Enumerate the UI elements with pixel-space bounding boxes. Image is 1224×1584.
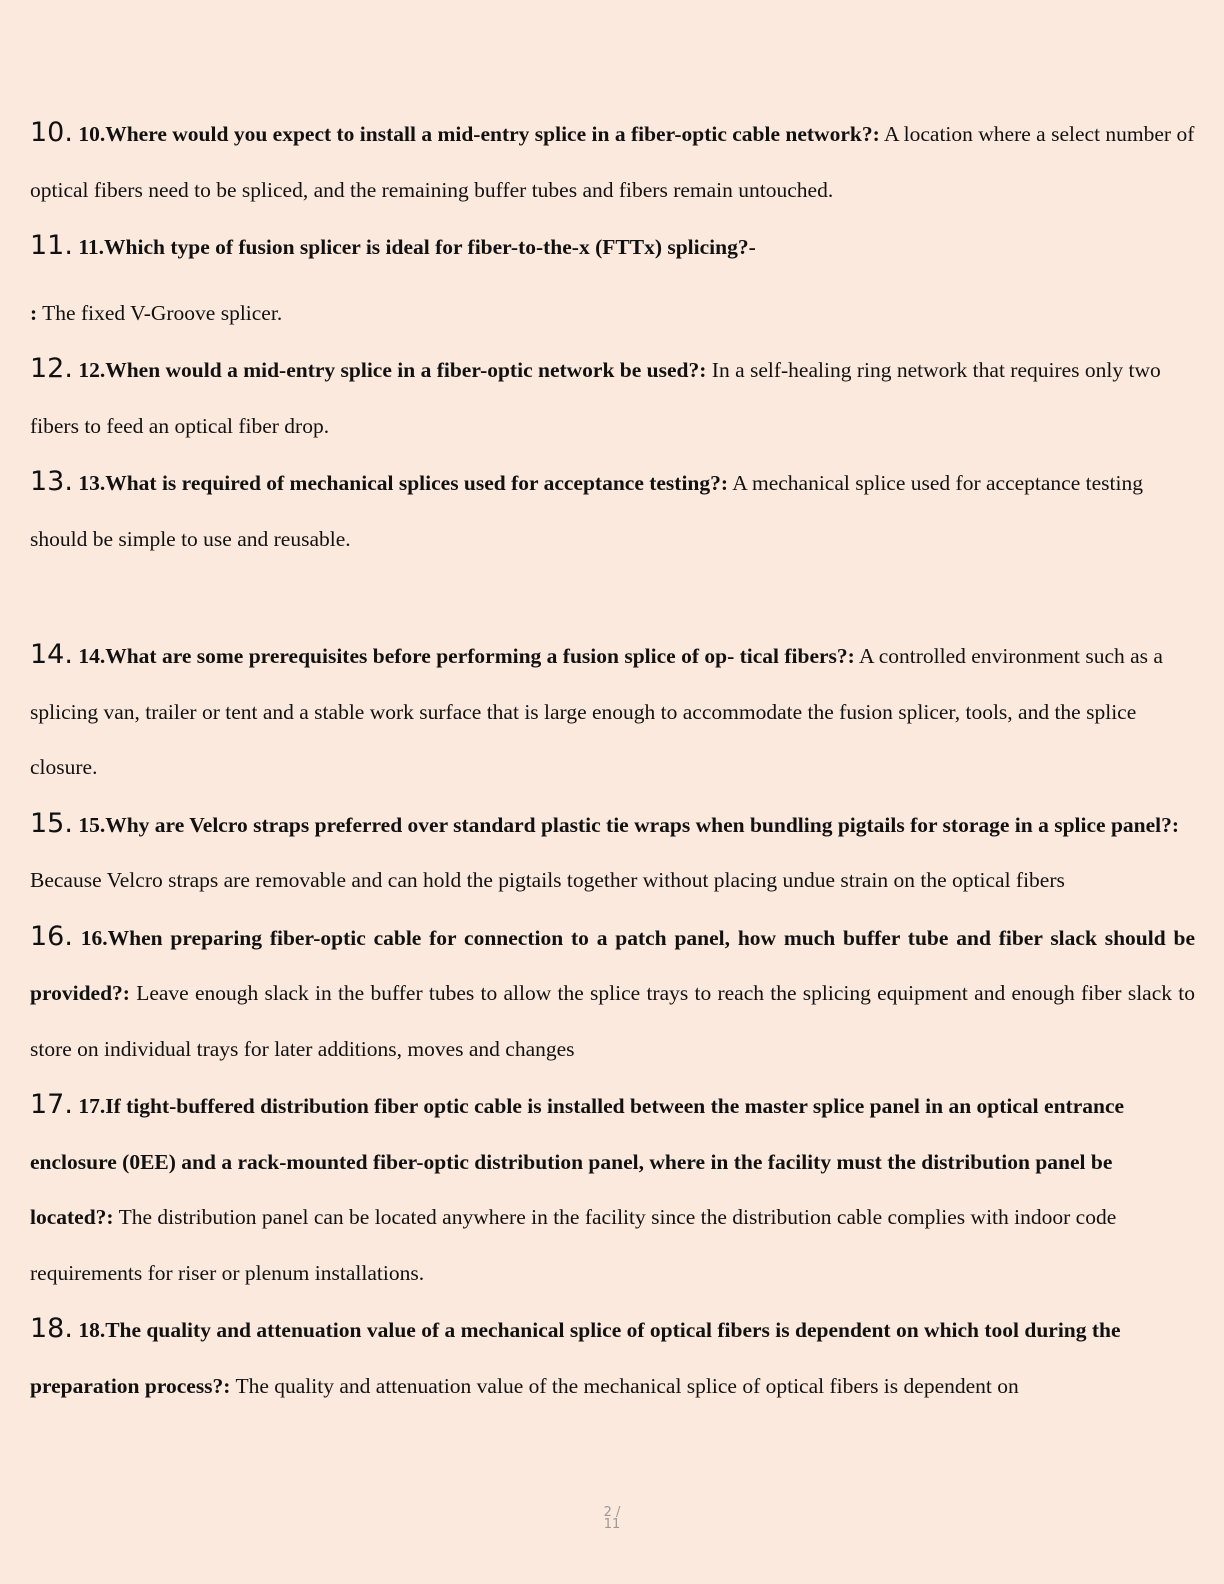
question-text: 10.Where would you expect to install a mid-entry splice in a fiber-optic cable network?: [78,122,880,146]
qa-item-15 [30,796,1195,909]
item-number: 16. [30,920,73,952]
item-number: 14. [30,639,73,670]
qa-item-10 [30,105,1195,218]
qa-item-12 [30,341,1195,454]
answer-text: The fixed V-Groove splicer. [42,300,283,325]
page-number [0,1505,1224,1532]
question-text: 12.When would a mid-entry splice in a fiber-optic network be used?: [78,358,707,382]
qa-item-17 [30,1077,1195,1301]
answer-text: A controlled environment such as a splicing van, trailer or tent and a stable work surface that is large enough to accommodate the fusion splicer, tools, and the splice closure. [30,644,1163,779]
answer-text: A location where a select number of optical fibers need to be spliced, and the remaining buffer tubes and fibers remain untouched. [30,122,1195,202]
qa-item-18 [30,1301,1195,1414]
question-text: 13.What is required of mechanical splices used for acceptance testing?: [78,471,729,495]
answer-text: Leave enough slack in the buffer tubes to allow the splice trays to reach the splicing equipment and enough fiber slack to store on individual trays for later additions, moves and changes [30,981,1195,1061]
item-number: 12. [30,353,73,384]
qa-list [30,105,1195,1414]
question-text: 18.The quality and attenuation value of a mechanical splice of optical fibers is dependent on which tool during the preparation process?: [30,1318,1121,1398]
question-text: 11.Which type of fusion splicer is ideal for fiber-to-the-x (FTTx) splicing?- [78,235,756,259]
answer-text: The quality and attenuation value of the mechanical splice of optical fibers is dependent on [235,1373,1019,1398]
qa-item-11 [30,218,1195,276]
answer-text: In a self-healing ring network that requires only two fibers to feed an optical fiber drop. [30,358,1161,438]
section-gap [30,567,1195,627]
answer-text: The distribution panel can be located anywhere in the facility since the distribution cable complies with indoor code requirements for riser or plenum installations. [30,1205,1117,1285]
qa-item-13 [30,454,1195,567]
answer-text: Because Velcro straps are removable and can hold the pigtails together without placing undue strain on the optical fibers [30,868,1065,892]
item-number: 13. [30,466,73,497]
item-number: 15. [30,807,73,839]
item-number: 17. [30,1089,73,1120]
item-number: 10. [30,117,73,148]
question-text: 17.If tight-buffered distribution fiber optic cable is installed between the master splice panel in an optical entrance enclosure (0EE) and a rack-mounted fiber-optic distribution panel, where in the facility must the distribution panel be located?: [30,1094,1125,1229]
question-text: 16.When preparing fiber-optic cable for connection to a patch panel, how much buffer tube and fiber slack should be provided?: [30,925,1196,1005]
question-text: 15.Why are Velcro straps preferred over standard plastic tie wraps when bundling pigtails for storage in a splice panel?: [78,812,1180,837]
page-current: 2 / [603,1505,621,1520]
qa-item-16 [30,909,1195,1078]
qa-item-11-answer [30,286,1195,342]
qa-item-14 [30,627,1195,796]
page-total: 11 [603,1517,621,1532]
item-number: 11. [30,230,73,261]
question-text: 14.What are some prerequisites before performing a fusion splice of op- tical fibers?: [78,644,855,668]
answer-text: A mechanical splice used for acceptance testing should be simple to use and reusable. [30,471,1143,551]
answer-prefix: : [30,300,38,325]
item-number: 18. [30,1313,73,1344]
